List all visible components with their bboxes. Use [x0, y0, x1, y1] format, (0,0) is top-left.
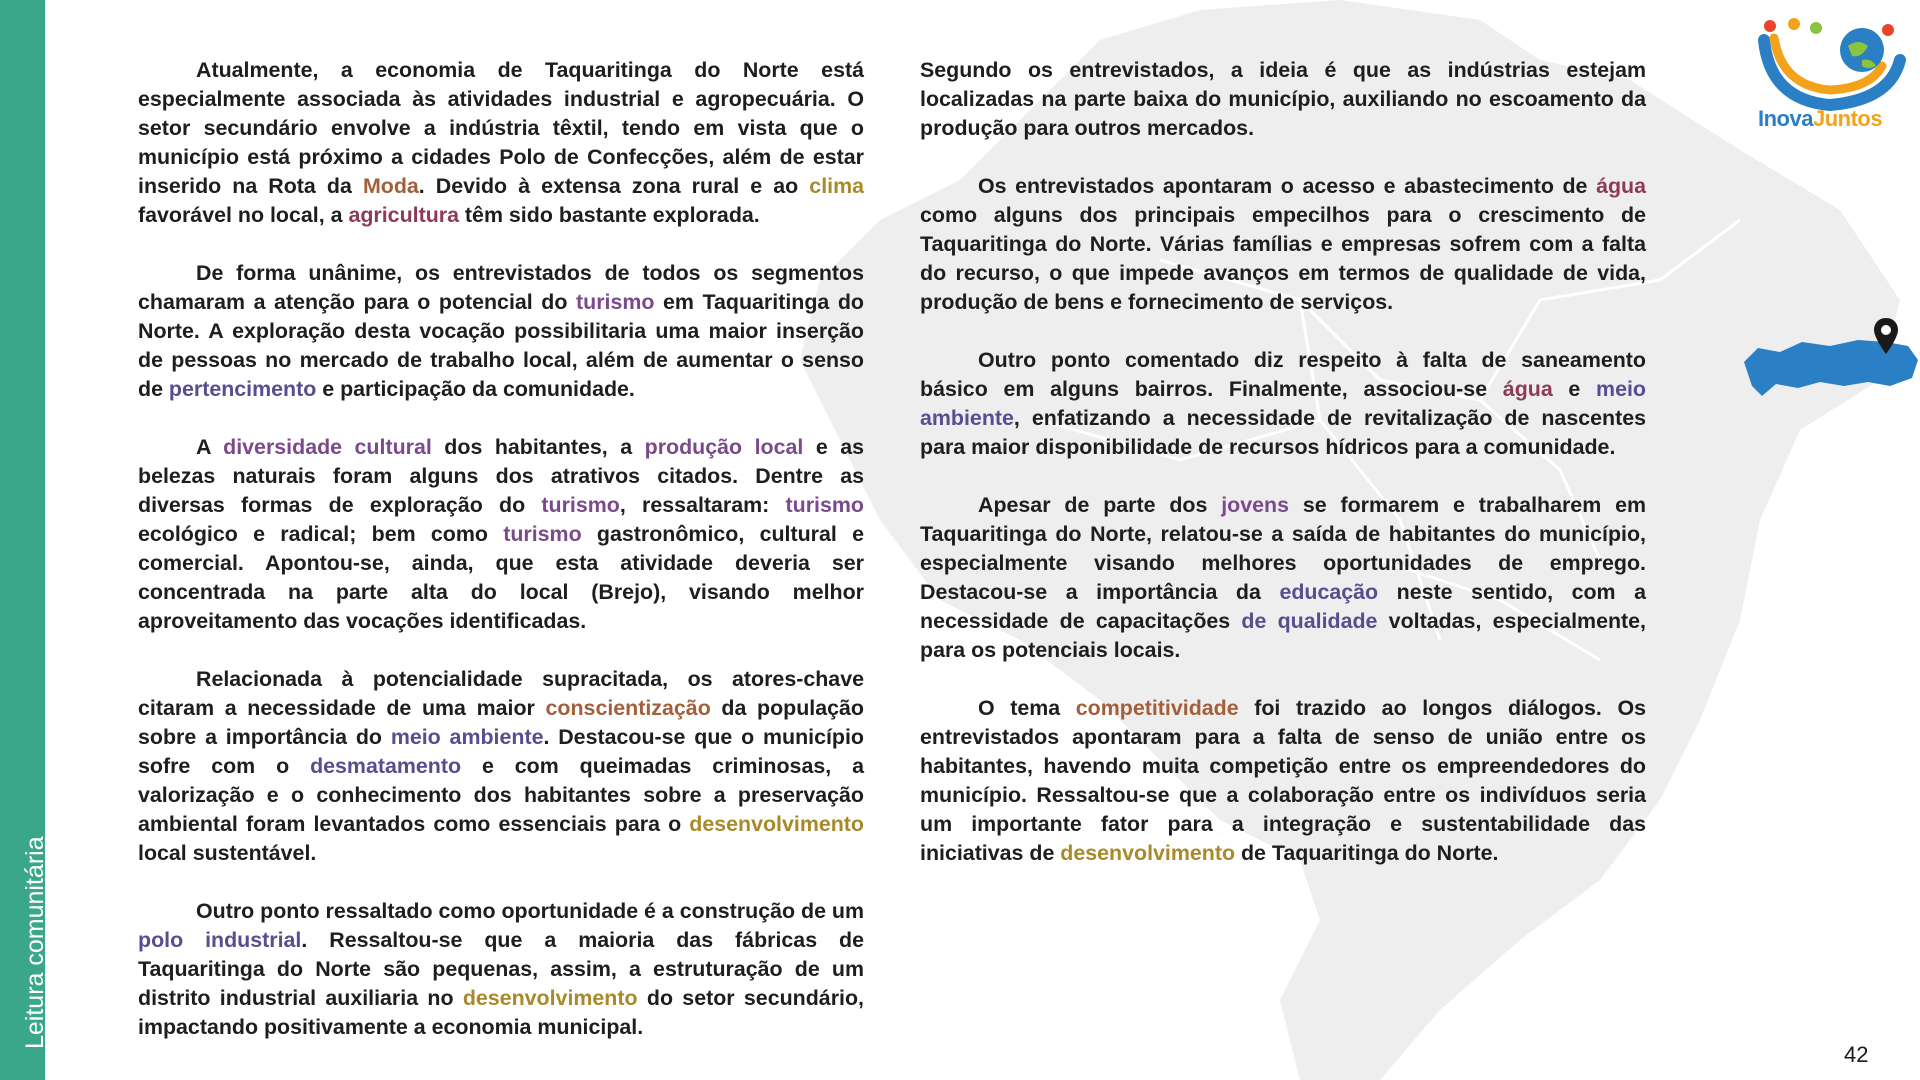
- paragraph-sanitation: Outro ponto comentado diz respeito à falta de saneamento básico em alguns bairros. Finalmente, associou-se água e meio ambiente, enfatizando a necessidade de revitalização de nascentes para maior disponibilidade de recursos hídricos para a comunidade.: [920, 348, 1646, 459]
- location-pin-icon: [1872, 316, 1900, 356]
- paragraph-industry-location: Segundo os entrevistados, a ideia é que as indústrias estejam localizadas na parte baixa do município, auxiliando no escoamento da produção para outros mercados.: [920, 58, 1646, 140]
- paragraph-tourism: De forma unânime, os entrevistados de todos os segmentos chamaram a atenção para o potencial do turismo em Taquaritinga do Norte. A exploração desta vocação possibilitaria uma maior inserção de pessoas no mercado de trabalho local, além de aumentar o senso de pertencimento e participação da comunidade.: [138, 261, 864, 401]
- paragraph-environment: Relacionada à potencialidade supracitada, os atores-chave citaram a necessidade de uma maior conscientização da população sobre a importância do meio ambiente. Destacou-se que o município sofre com o desmatamento e com queimadas criminosas, a valorização e o conhecimento dos habitantes sobre a preservação ambiental foram levantados como essenciais para o desenvolvimento local sustentável.: [138, 667, 865, 865]
- paragraph-economy: Atualmente, a economia de Taquaritinga do Norte está especialmente associada às atividades industrial e agropecuária. O setor secundário envolve a indústria têxtil, tendo em vista que o município está próximo a cidades Polo de Confecções, além de estar inserido na Rota da Moda. Devido à extensa zona rural e ao clima favorável no local, a agricultura têm sido bastante explorada.: [138, 58, 864, 227]
- paragraph-water-access: Os entrevistados apontaram o acesso e abastecimento de água como alguns dos principais empecilhos para o crescimento de Taquaritinga do Norte. Várias famílias e empresas sofrem com a falta do recurso, o que impede avanços em termos de qualidade de vida, produção de bens e fornecimento de serviços.: [920, 174, 1646, 314]
- right-text-column: [920, 56, 1646, 897]
- paragraph-cultural-diversity: A diversidade cultural dos habitantes, a produção local e as belezas naturais foram alguns dos atrativos citados. Dentre as diversas formas de exploração do turismo, ressaltaram: turismo ecológico e radical; bem como turismo gastronômico, cultural e comercial. Apontou-se, ainda, que esta atividade deveria ser concentrada na parte alta do local (Brejo), visando melhor aproveitamento das vocações identificadas.: [138, 435, 865, 633]
- paragraph-youth-education: Apesar de parte dos jovens se formarem e trabalharem em Taquaritinga do Norte, relatou-se a saída de habitantes do município, especialmente visando melhores oportunidades de emprego. Destacou-se a importância da educação neste sentido, com a necessidade de capacitações de qualidade voltadas, especialmente, para os potenciais locais.: [920, 493, 1647, 662]
- sidebar-section-label: Leitura comunitária: [21, 836, 49, 1049]
- paragraph-industrial-hub: Outro ponto ressaltado como oportunidade é a construção de um polo industrial. Ressaltou-se que a maioria das fábricas de Taquaritinga do Norte são pequenas, assim, a estruturação de um distrito industrial auxiliaria no desenvolvimento do setor secundário, impactando positivamente a economia municipal.: [138, 899, 865, 1039]
- paragraph-competitiveness: O tema competitividade foi trazido ao longos diálogos. Os entrevistados apontaram para a falta de senso de união entre os habitantes, havendo muita competição entre os empreendedores do município. Ressaltou-se que a colaboração entre os indivíduos seria um importante fator para a integração e sustentabilidade das iniciativas de desenvolvimento de Taquaritinga do Norte.: [920, 696, 1646, 865]
- left-text-column: [138, 56, 864, 1071]
- page-number: 42: [1844, 1042, 1869, 1067]
- logo-wordmark: InovaJuntos: [1758, 106, 1883, 131]
